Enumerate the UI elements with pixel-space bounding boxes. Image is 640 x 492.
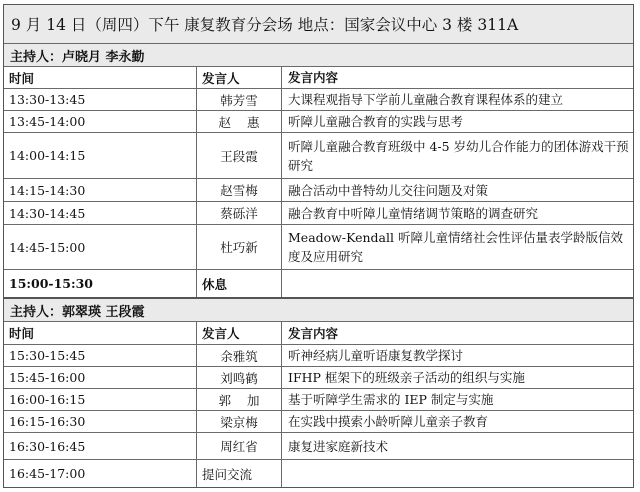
time-cell: 16:45-17:00	[4, 460, 197, 487]
table-row	[4, 460, 633, 487]
header-time: 时间	[4, 322, 197, 344]
speaker-cell: 周红省	[197, 433, 282, 459]
content-cell: 听障儿童融合教育的实践与思考	[288, 114, 464, 129]
header-row-2	[4, 322, 633, 345]
header-speaker: 发言人	[197, 322, 282, 344]
time-cell: 14:00-14:15	[4, 133, 197, 178]
break-row	[4, 270, 633, 299]
session-title	[4, 5, 633, 44]
content-cell: Meadow-Kendall 听障儿童情绪社会性评估量表学龄版信效度及应用研究	[288, 230, 623, 264]
time-cell: 14:30-14:45	[4, 202, 197, 224]
speaker-cell: 赵雪梅	[197, 179, 282, 201]
host-row-1	[4, 44, 633, 67]
header-speaker: 发言人	[197, 67, 282, 88]
table-row	[4, 433, 633, 460]
table-row	[4, 389, 633, 411]
header-time: 时间	[4, 67, 197, 88]
host-label-1: 主持人：卢晓月 李永勤	[10, 49, 145, 65]
content-cell	[282, 270, 633, 297]
time-cell: 14:15-14:30	[4, 179, 197, 201]
schedule-table	[3, 4, 634, 488]
speaker-cell: 郭 加	[197, 389, 282, 410]
speaker-cell: 杜巧新	[197, 225, 282, 269]
time-cell: 13:30-13:45	[4, 89, 197, 110]
time-cell: 16:00-16:15	[4, 389, 197, 410]
header-row-1	[4, 67, 633, 89]
content-cell: 融合教育中听障儿童情绪调节策略的调查研究	[288, 205, 539, 221]
content-cell: 在实践中摸索小龄听障儿童亲子教育	[288, 414, 489, 429]
header-content: 发言内容	[288, 70, 339, 85]
table-row	[4, 179, 633, 202]
table-row	[4, 367, 633, 389]
session-title-text: 9 月 14 日（周四）下午 康复教育分会场 地点：国家会议中心 3 楼 311A	[11, 16, 519, 34]
content-cell: 康复进家庭新技术	[288, 438, 389, 454]
time-cell: 16:30-16:45	[4, 433, 197, 459]
host-row-2	[4, 299, 633, 322]
table-row	[4, 225, 633, 270]
speaker-cell: 韩芳雪	[197, 89, 282, 110]
content-cell: 听神经病儿童听语康复教学探讨	[288, 348, 464, 363]
content-cell: IFHP 框架下的班级亲子活动的组织与实施	[288, 370, 525, 385]
table-row	[4, 202, 633, 225]
content-cell: 大课程观指导下学前儿童融合教育课程体系的建立	[288, 92, 564, 107]
host-label-2: 主持人：郭翠瑛 王段霞	[10, 304, 145, 320]
speaker-cell: 余雅筑	[197, 345, 282, 366]
table-row	[4, 111, 633, 133]
time-cell: 13:45-14:00	[4, 111, 197, 132]
speaker-cell: 王段霞	[197, 133, 282, 178]
content-cell	[282, 460, 633, 487]
speaker-cell: 刘鸣鹤	[197, 367, 282, 388]
content-cell: 基于听障学生需求的 IEP 制定与实施	[288, 392, 494, 407]
table-row	[4, 411, 633, 433]
table-row	[4, 345, 633, 367]
time-cell: 15:00-15:30	[4, 270, 197, 297]
table-row	[4, 89, 633, 111]
content-cell: 融合活动中普特幼儿交往问题及对策	[288, 182, 489, 198]
speaker-cell: 梁京梅	[197, 411, 282, 432]
time-cell: 15:45-16:00	[4, 367, 197, 388]
time-cell: 16:15-16:30	[4, 411, 197, 432]
speaker-cell: 赵 惠	[197, 111, 282, 132]
speaker-cell: 提问交流	[197, 460, 282, 487]
time-cell: 14:45-15:00	[4, 225, 197, 269]
content-cell: 听障儿童融合教育班级中 4-5 岁幼儿合作能力的团体游戏干预研究	[288, 138, 629, 173]
table-row	[4, 133, 633, 179]
speaker-cell: 蔡砾洋	[197, 202, 282, 224]
time-cell: 15:30-15:45	[4, 345, 197, 366]
header-content: 发言内容	[288, 325, 339, 341]
speaker-cell: 休息	[197, 270, 282, 297]
